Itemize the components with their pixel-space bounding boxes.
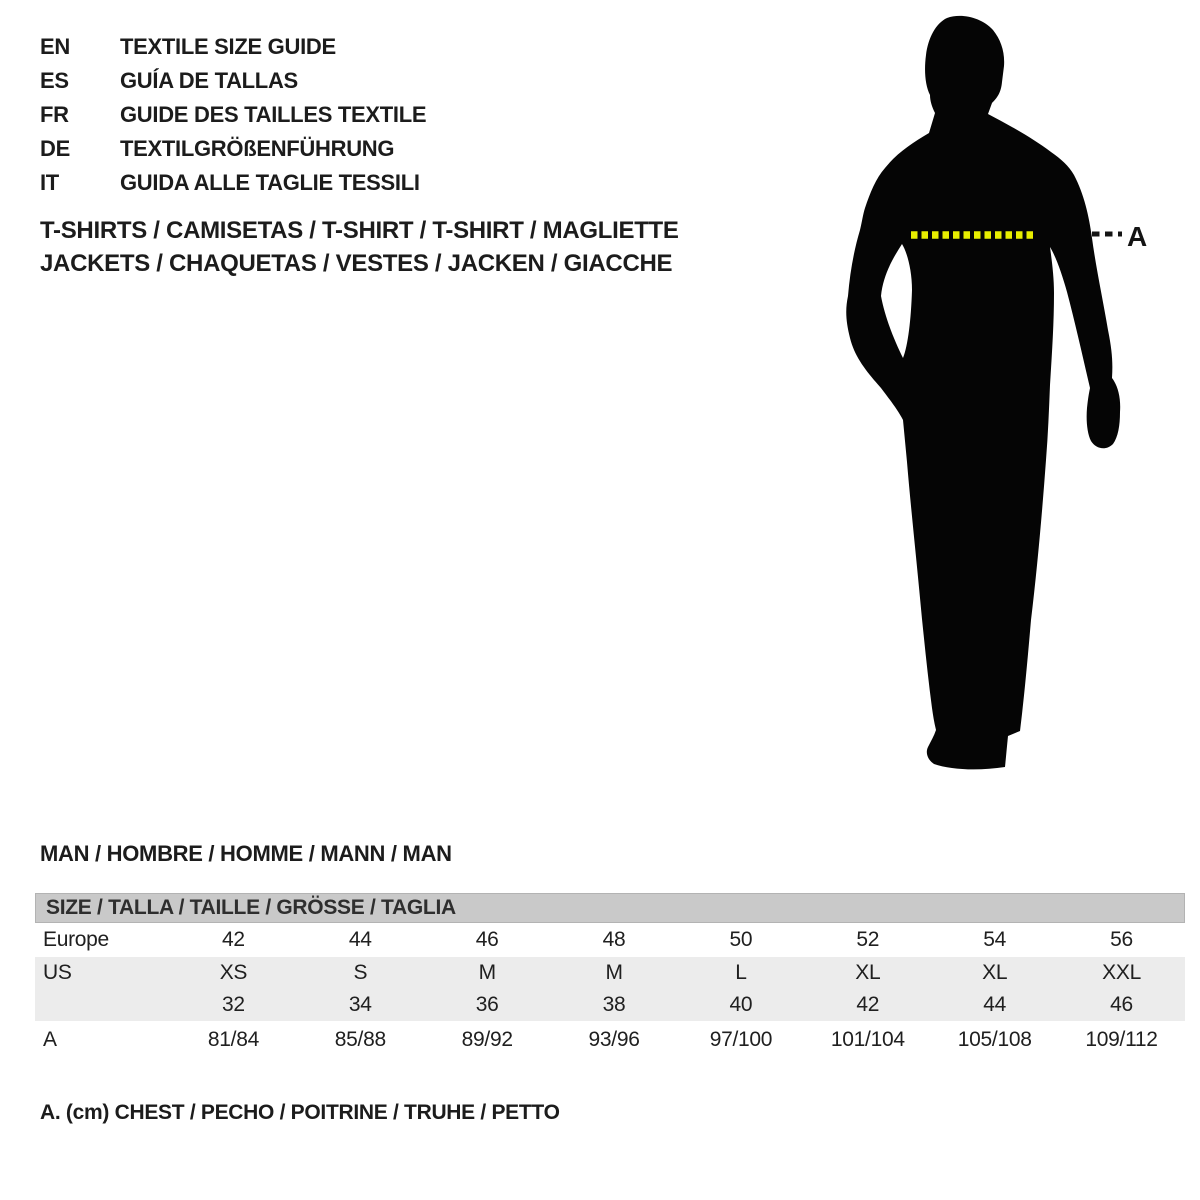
language-title: GUIDE DES TAILLES TEXTILE [120, 102, 427, 127]
man-silhouette [846, 16, 1120, 769]
size-cell: 97/100 [709, 1028, 773, 1051]
size-cell: XS [219, 961, 248, 984]
size-cell: XL [982, 961, 1008, 984]
size-cell: 56 [1110, 928, 1133, 951]
body-figure [845, 0, 1155, 780]
language-title-block [40, 30, 426, 200]
size-cell: 32 [222, 993, 245, 1016]
size-cell: 44 [348, 928, 372, 951]
row-label: A [43, 1028, 57, 1051]
size-cell: S [353, 961, 368, 984]
size-cell: 46 [475, 928, 499, 951]
table-row-us [35, 957, 1185, 989]
language-title: GUÍA DE TALLAS [120, 68, 298, 93]
size-cell: 54 [983, 928, 1007, 951]
category-jackets: JACKETS / CHAQUETAS / VESTES / JACKEN / GIACCHE [40, 250, 673, 277]
size-cell: M [605, 961, 623, 984]
size-cell: 89/92 [461, 1028, 513, 1051]
size-table [35, 893, 1185, 1059]
language-code: EN [40, 34, 70, 59]
table-row-chest-measure [35, 1021, 1185, 1059]
size-cell: 40 [729, 993, 753, 1016]
size-cell: 42 [222, 928, 245, 951]
measurement-footnote: A. (cm) CHEST / PECHO / POITRINE / TRUHE / PETTO [40, 1101, 560, 1124]
language-title: TEXTILE SIZE GUIDE [120, 34, 336, 59]
size-cell: 48 [602, 928, 626, 951]
size-cell: 44 [983, 993, 1007, 1016]
row-label: Europe [43, 928, 109, 951]
table-row-europe [35, 923, 1185, 957]
language-row-it [40, 166, 426, 200]
size-cell: M [478, 961, 496, 984]
language-title: TEXTILGRÖßENFÜHRUNG [120, 136, 395, 161]
language-title: GUIDA ALLE TAGLIE TESSILI [120, 170, 420, 195]
size-cell: 52 [856, 928, 880, 951]
size-cell: 101/104 [830, 1028, 905, 1051]
language-row-es [40, 64, 426, 98]
language-code: IT [40, 170, 59, 195]
measurement-a-label: A [1127, 221, 1148, 252]
size-cell: 85/88 [334, 1028, 386, 1051]
man-silhouette-graphic [845, 0, 1155, 780]
table-row-alt-sizes [35, 989, 1185, 1021]
size-cell: 34 [348, 993, 372, 1016]
size-table-header: SIZE / TALLA / TAILLE / GRÖSSE / TAGLIA [35, 893, 1185, 923]
category-tshirts: T-SHIRTS / CAMISETAS / T-SHIRT / T-SHIRT / MAGLIETTE [40, 217, 679, 244]
size-cell: XL [855, 961, 881, 984]
language-code: DE [40, 136, 70, 161]
language-code: ES [40, 68, 69, 93]
language-row-en [40, 30, 426, 64]
size-cell: 109/112 [1085, 1028, 1158, 1051]
size-cell: L [735, 961, 747, 984]
size-cell: 42 [856, 993, 880, 1016]
man-section-title: MAN / HOMBRE / HOMME / MANN / MAN [40, 841, 452, 866]
language-row-fr [40, 98, 426, 132]
size-cell: 81/84 [207, 1028, 259, 1051]
size-cell: 46 [1110, 993, 1133, 1016]
size-cell: 36 [475, 993, 499, 1016]
row-label: US [43, 961, 72, 984]
language-row-de [40, 132, 426, 166]
language-code: FR [40, 102, 69, 127]
size-cell: 105/108 [957, 1028, 1032, 1051]
size-cell: XXL [1102, 961, 1141, 984]
category-block [40, 214, 679, 280]
size-cell: 93/96 [588, 1028, 640, 1051]
size-cell: 38 [602, 993, 626, 1016]
size-cell: 50 [729, 928, 753, 951]
